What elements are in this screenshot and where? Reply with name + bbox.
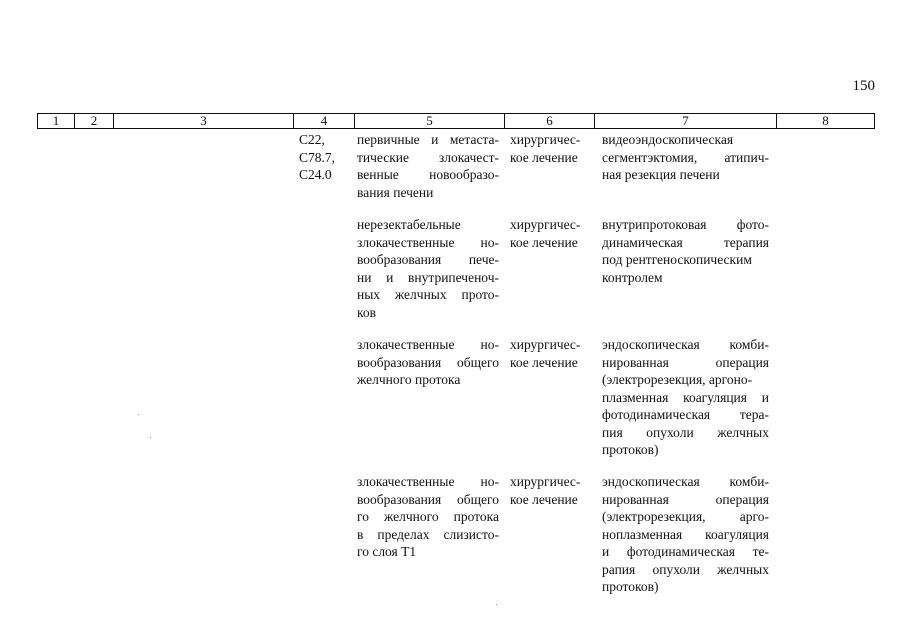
treatment-method-line: эндоскопическая комби- bbox=[602, 337, 769, 352]
diagnosis-line: тические злокачест- bbox=[357, 149, 499, 165]
treatment-method-line: протоков) bbox=[602, 442, 659, 457]
diagnosis-line: вообразования общего bbox=[357, 354, 499, 370]
diagnosis-line: злокачественные но- bbox=[357, 474, 499, 489]
treatment-method-line: внутрипротоковая фото- bbox=[602, 217, 769, 232]
diagnosis-line: вания печени bbox=[357, 184, 434, 200]
treatment-method-line: и фотодинамическая те- bbox=[602, 544, 769, 559]
treatment-method-line: нированная операция bbox=[602, 354, 769, 370]
diagnosis-line: злокачественные но- bbox=[357, 337, 499, 352]
treatment-type-cell bbox=[510, 131, 596, 166]
diagnosis-line: вообразования общего bbox=[357, 491, 499, 507]
treatment-method-line: (электрорезекция, арго- bbox=[602, 509, 769, 524]
diagnosis-cell bbox=[357, 473, 499, 561]
treatment-type-cell bbox=[510, 336, 596, 371]
column-header-row bbox=[37, 113, 875, 129]
treatment-method-line: видеоэндоскопическая bbox=[602, 132, 734, 147]
treatment-method-line: рапия опухоли желчных bbox=[602, 561, 769, 577]
treatment-method-line: под рентгеноскопическим bbox=[602, 252, 752, 267]
diagnosis-line: ни и внутрипеченоч- bbox=[357, 269, 499, 285]
treatment-type-line: кое лечение bbox=[510, 491, 578, 507]
treatment-type-line: хирургичес- bbox=[510, 217, 581, 232]
column-number-3: 3 bbox=[114, 114, 294, 129]
scan-speck bbox=[150, 437, 151, 438]
treatment-method-line: плазменная коагуляция и bbox=[602, 389, 769, 405]
diagnosis-line: злокачественные но- bbox=[357, 234, 499, 250]
column-number-1: 1 bbox=[38, 114, 75, 129]
diagnosis-line: первичные и метаста- bbox=[357, 132, 499, 147]
icd-code: C24.0 bbox=[299, 167, 332, 182]
diagnosis-line: нерезектабельные bbox=[357, 217, 461, 232]
diagnosis-line: го желчного протока bbox=[357, 509, 499, 524]
treatment-method-line: контролем bbox=[602, 269, 663, 285]
column-number-2: 2 bbox=[75, 114, 114, 129]
diagnosis-line: ков bbox=[357, 304, 376, 320]
treatment-method-cell bbox=[602, 336, 769, 459]
treatment-method-line: пия опухоли желчных bbox=[602, 424, 769, 440]
icd-code-cell bbox=[299, 131, 349, 184]
treatment-method-line: сегментэктомия, атипич- bbox=[602, 149, 769, 165]
treatment-type-cell bbox=[510, 216, 596, 251]
diagnosis-line: го слоя T1 bbox=[357, 544, 417, 559]
treatment-method-cell bbox=[602, 131, 769, 184]
treatment-type-line: кое лечение bbox=[510, 354, 578, 370]
treatment-method-line: динамическая терапия bbox=[602, 234, 769, 250]
column-number-7: 7 bbox=[595, 114, 777, 129]
scan-speck bbox=[496, 604, 497, 605]
diagnosis-line: венные новообразо- bbox=[357, 167, 499, 182]
page-number: 150 bbox=[852, 78, 875, 94]
diagnosis-line: в пределах слизисто- bbox=[357, 526, 499, 542]
treatment-type-cell bbox=[510, 473, 596, 508]
treatment-type-line: кое лечение bbox=[510, 234, 578, 250]
treatment-method-line: нированная операция bbox=[602, 491, 769, 507]
scan-speck bbox=[138, 414, 139, 415]
column-number-5: 5 bbox=[355, 114, 505, 129]
diagnosis-line: вообразования пече- bbox=[357, 252, 499, 267]
treatment-method-line: фотодинамическая тера- bbox=[602, 407, 769, 422]
diagnosis-cell bbox=[357, 216, 499, 321]
diagnosis-cell bbox=[357, 131, 499, 201]
treatment-type-line: кое лечение bbox=[510, 149, 578, 165]
treatment-method-cell bbox=[602, 216, 769, 286]
column-number-6: 6 bbox=[505, 114, 595, 129]
treatment-method-line: протоков) bbox=[602, 579, 659, 594]
column-number-8: 8 bbox=[777, 114, 875, 129]
diagnosis-line: желчного протока bbox=[357, 372, 461, 387]
treatment-method-line: эндоскопическая комби- bbox=[602, 474, 769, 489]
icd-code: C22, bbox=[299, 132, 325, 147]
treatment-method-line: ноплазменная коагуляция bbox=[602, 526, 769, 542]
column-number-4: 4 bbox=[294, 114, 355, 129]
diagnosis-line: ных желчных прото- bbox=[357, 287, 499, 302]
treatment-type-line: хирургичес- bbox=[510, 337, 581, 352]
diagnosis-cell bbox=[357, 336, 499, 389]
treatment-method-line: ная резекция печени bbox=[602, 167, 720, 182]
treatment-type-line: хирургичес- bbox=[510, 132, 581, 147]
treatment-method-cell bbox=[602, 473, 769, 596]
treatment-method-line: (электрорезекция, аргоно- bbox=[602, 372, 753, 387]
icd-code: C78.7, bbox=[299, 149, 336, 165]
treatment-type-line: хирургичес- bbox=[510, 474, 581, 489]
